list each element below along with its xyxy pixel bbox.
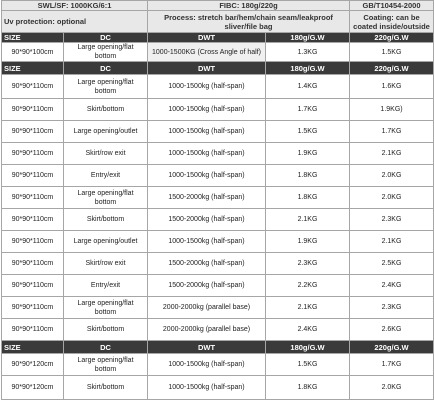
- cell-220g: 1.7KG: [350, 354, 434, 376]
- cell-180g: 2.4KG: [266, 319, 350, 341]
- cell-dc: Skirt/bottom: [64, 376, 148, 400]
- cell-size: 90*90*110cm: [2, 187, 64, 209]
- standard-label: GB/T10454-2000: [350, 1, 434, 11]
- table-row: [2, 376, 434, 400]
- cell-size: 90*90*110cm: [2, 209, 64, 231]
- cell-size: 90*90*110cm: [2, 319, 64, 341]
- column-header-dc: DC: [64, 62, 148, 75]
- cell-size: 90*90*110cm: [2, 143, 64, 165]
- cell-size: 90*90*110cm: [2, 275, 64, 297]
- table-row: [2, 165, 434, 187]
- cell-220g: 2.4KG: [350, 275, 434, 297]
- cell-size: 90*90*120cm: [2, 354, 64, 376]
- cell-220g: 1.6KG: [350, 75, 434, 99]
- cell-180g: 1.5KG: [266, 354, 350, 376]
- cell-dc: Skirt/bottom: [64, 99, 148, 121]
- column-header-dwt: DWT: [148, 341, 266, 354]
- cell-dwt: 2000-2000kg (parallel base): [148, 297, 266, 319]
- cell-dwt: 1500-2000kg (half-span): [148, 253, 266, 275]
- cell-180g: 1.7KG: [266, 99, 350, 121]
- cell-dc: Skirt/row exit: [64, 253, 148, 275]
- cell-220g: 2.5KG: [350, 253, 434, 275]
- info-row-2: [2, 11, 434, 33]
- table-row: [2, 187, 434, 209]
- cell-dc: Large opening/flat bottom: [64, 43, 148, 62]
- cell-180g: 1.8KG: [266, 376, 350, 400]
- column-header-size: SIZE: [2, 341, 64, 354]
- table-row: [2, 143, 434, 165]
- cell-180g: 1.5KG: [266, 121, 350, 143]
- cell-180g: 1.9KG: [266, 231, 350, 253]
- cell-220g: 2.3KG: [350, 209, 434, 231]
- cell-dc: Large opening/flat bottom: [64, 354, 148, 376]
- cell-220g: 1.7KG: [350, 121, 434, 143]
- cell-dwt: 1000-1500kg (half-span): [148, 99, 266, 121]
- table-row: [2, 275, 434, 297]
- column-header-row: [2, 33, 434, 43]
- column-header-dwt: DWT: [148, 33, 266, 43]
- cell-180g: 2.1KG: [266, 209, 350, 231]
- cell-220g: 1.9KG): [350, 99, 434, 121]
- uv-protection-label: Uv protection: optional: [2, 11, 148, 33]
- cell-dc: Large opening/flat bottom: [64, 187, 148, 209]
- cell-size: 90*90*110cm: [2, 231, 64, 253]
- coating-label: Coating: can be coated inside/outside: [350, 11, 434, 33]
- cell-dc: Skirt/bottom: [64, 319, 148, 341]
- cell-dwt: 1000-1500kg (half-span): [148, 75, 266, 99]
- table-row: [2, 43, 434, 62]
- fibc-label: FIBC: 180g/220g: [148, 1, 350, 11]
- cell-size: 90*90*110cm: [2, 297, 64, 319]
- cell-dwt: 1500-2000kg (half-span): [148, 209, 266, 231]
- cell-220g: 2.6KG: [350, 319, 434, 341]
- column-header-row: [2, 341, 434, 354]
- column-header-row: [2, 62, 434, 75]
- cell-size: 90*90*110cm: [2, 253, 64, 275]
- table-row: [2, 297, 434, 319]
- cell-size: 90*90*100cm: [2, 43, 64, 62]
- column-header-220g: 220g/G.W: [350, 341, 434, 354]
- cell-dc: Entry/exit: [64, 275, 148, 297]
- cell-size: 90*90*110cm: [2, 75, 64, 99]
- cell-dc: Skirt/bottom: [64, 209, 148, 231]
- table-row: [2, 231, 434, 253]
- cell-180g: 2.3KG: [266, 253, 350, 275]
- cell-220g: 1.5KG: [350, 43, 434, 62]
- table-row: [2, 319, 434, 341]
- column-header-180g: 180g/G.W: [266, 62, 350, 75]
- cell-dwt: 1000-1500kg (half-span): [148, 121, 266, 143]
- cell-220g: 2.3KG: [350, 297, 434, 319]
- info-row-1: [2, 1, 434, 11]
- cell-size: 90*90*110cm: [2, 165, 64, 187]
- cell-dwt: 1000-1500kg (half-span): [148, 231, 266, 253]
- swl-label: SWL/SF: 1000KG/6:1: [2, 1, 148, 11]
- cell-dwt: 1500-2000kg (half-span): [148, 187, 266, 209]
- cell-dwt: 1000-1500kg (half-span): [148, 165, 266, 187]
- cell-180g: 1.4KG: [266, 75, 350, 99]
- cell-220g: 2.0KG: [350, 187, 434, 209]
- table-row: [2, 354, 434, 376]
- column-header-180g: 180g/G.W: [266, 341, 350, 354]
- spec-table: [1, 0, 434, 400]
- cell-220g: 2.0KG: [350, 376, 434, 400]
- column-header-size: SIZE: [2, 62, 64, 75]
- column-header-180g: 180g/G.W: [266, 33, 350, 43]
- cell-dc: Entry/exit: [64, 165, 148, 187]
- table-row: [2, 253, 434, 275]
- cell-180g: 2.2KG: [266, 275, 350, 297]
- process-label: Process: stretch bar/hem/chain seam/leakproof sliver/file bag: [148, 11, 350, 33]
- cell-dwt: 1000-1500kg (half-span): [148, 376, 266, 400]
- cell-dwt: 1000-1500kg (half-span): [148, 143, 266, 165]
- cell-size: 90*90*110cm: [2, 121, 64, 143]
- column-header-dc: DC: [64, 33, 148, 43]
- cell-dc: Large opening/flat bottom: [64, 297, 148, 319]
- column-header-dwt: DWT: [148, 62, 266, 75]
- cell-220g: 2.1KG: [350, 143, 434, 165]
- cell-180g: 1.9KG: [266, 143, 350, 165]
- cell-dc: Large opening/outlet: [64, 121, 148, 143]
- cell-dc: Large opening/flat bottom: [64, 75, 148, 99]
- cell-dwt: 1000-1500kg (half-span): [148, 354, 266, 376]
- cell-dwt: 2000-2000kg (parallel base): [148, 319, 266, 341]
- cell-dwt: 1000-1500KG (Cross Angle of half): [148, 43, 266, 62]
- cell-dwt: 1500-2000kg (half-span): [148, 275, 266, 297]
- cell-dc: Large opening/outlet: [64, 231, 148, 253]
- table-row: [2, 209, 434, 231]
- cell-180g: 1.8KG: [266, 187, 350, 209]
- cell-220g: 2.0KG: [350, 165, 434, 187]
- column-header-size: SIZE: [2, 33, 64, 43]
- cell-dc: Skirt/row exit: [64, 143, 148, 165]
- table-row: [2, 75, 434, 99]
- cell-size: 90*90*120cm: [2, 376, 64, 400]
- product-spec-sheet: [1, 0, 433, 400]
- table-row: [2, 121, 434, 143]
- cell-size: 90*90*110cm: [2, 99, 64, 121]
- table-row: [2, 99, 434, 121]
- cell-220g: 2.1KG: [350, 231, 434, 253]
- cell-180g: 1.3KG: [266, 43, 350, 62]
- cell-180g: 1.8KG: [266, 165, 350, 187]
- cell-180g: 2.1KG: [266, 297, 350, 319]
- column-header-220g: 220g/G.W: [350, 62, 434, 75]
- column-header-220g: 220g/G.W: [350, 33, 434, 43]
- column-header-dc: DC: [64, 341, 148, 354]
